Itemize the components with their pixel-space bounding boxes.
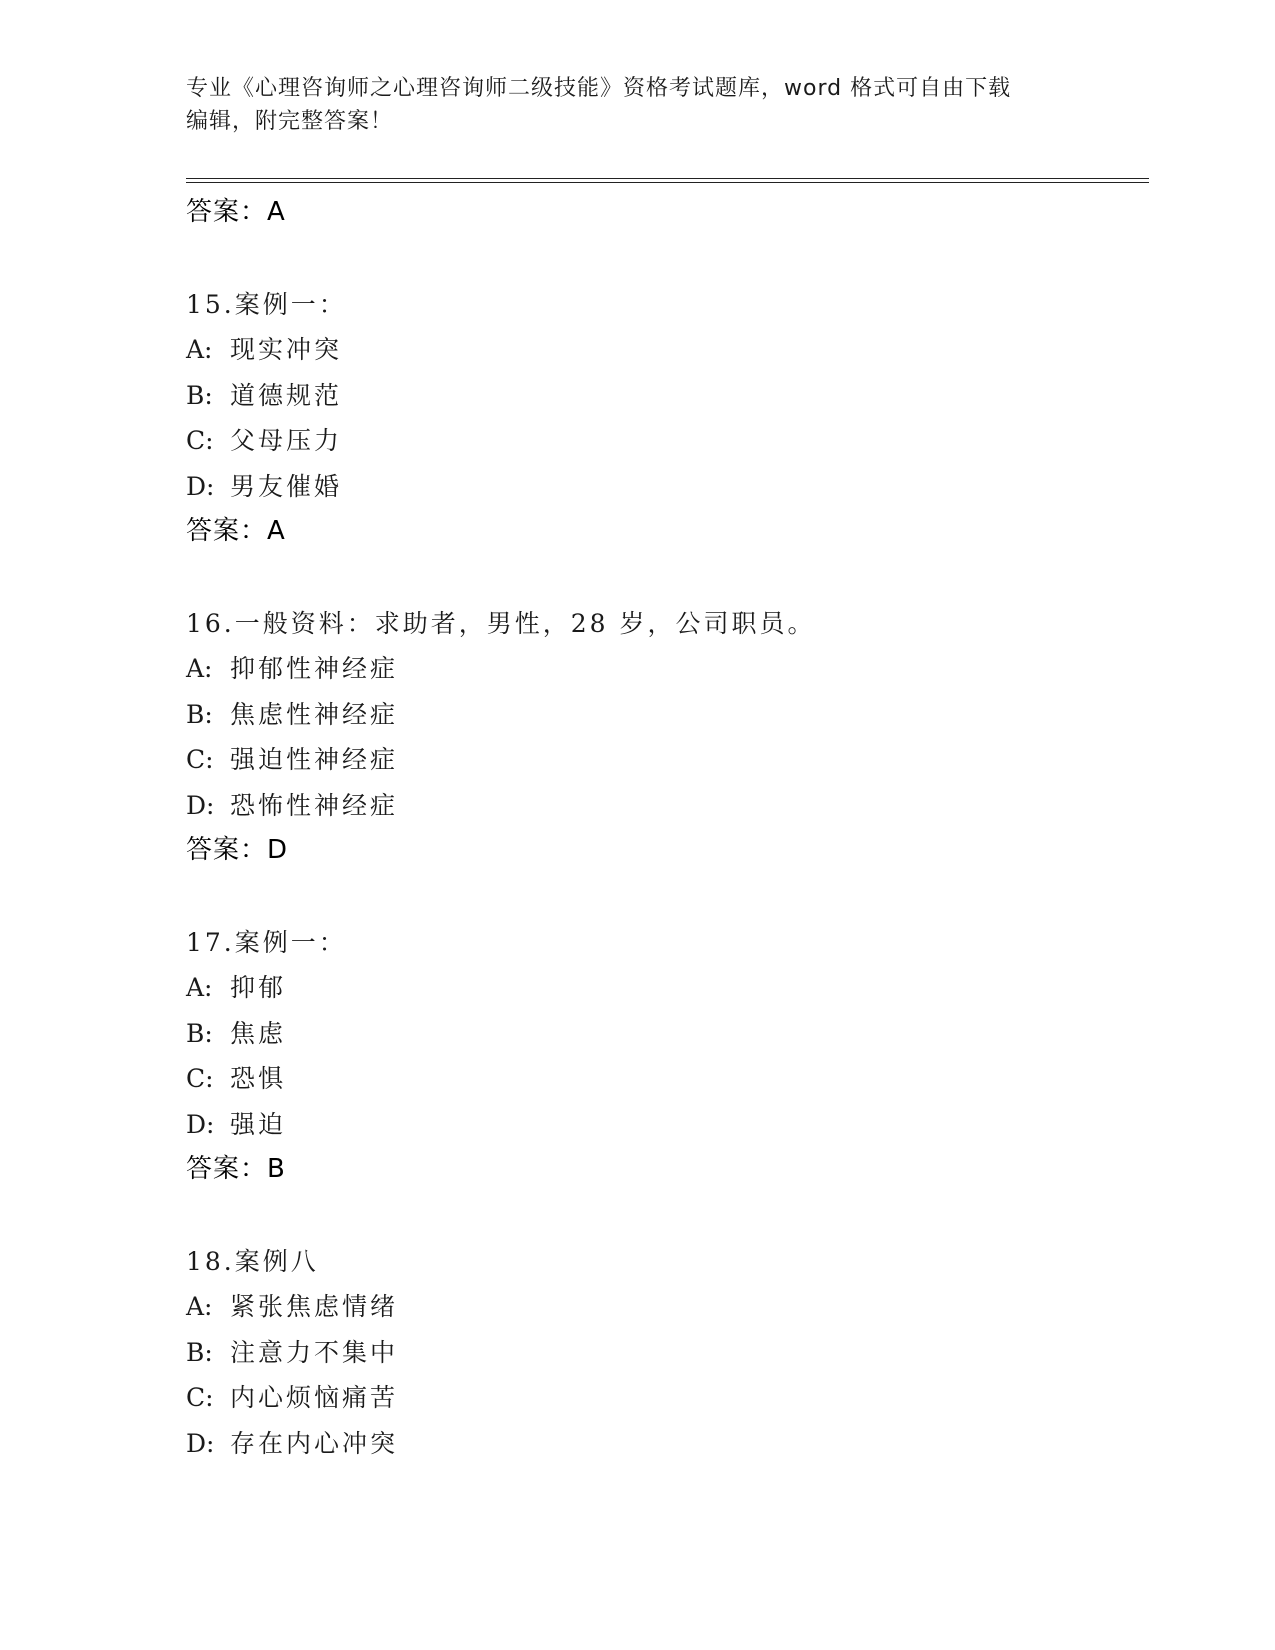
answer-label: 答案： bbox=[186, 516, 268, 546]
header-line-1: 专业《心理咨询师之心理咨询师二级技能》资格考试题库，word 格式可自由下载 bbox=[186, 76, 1012, 101]
option-text: 焦虑 bbox=[230, 1018, 287, 1048]
option-c bbox=[186, 1056, 1146, 1102]
answer-value: A bbox=[267, 197, 285, 227]
option-letter: B: bbox=[186, 1337, 213, 1367]
question-block bbox=[186, 920, 1146, 1193]
option-letter: A: bbox=[186, 973, 213, 1002]
option-text: 紧张焦虑情绪 bbox=[230, 1292, 399, 1321]
question-stem: 17.案例一： bbox=[186, 927, 347, 957]
option-b bbox=[186, 373, 1146, 419]
option-c bbox=[186, 737, 1146, 783]
option-letter: D: bbox=[186, 471, 215, 501]
option-text: 现实冲突 bbox=[230, 335, 343, 364]
header-line-2: 编辑，附完整答案！ bbox=[186, 109, 394, 134]
option-a bbox=[186, 327, 1146, 373]
option-d bbox=[186, 783, 1146, 829]
option-letter: D: bbox=[186, 790, 215, 820]
question-stem: 16.一般资料：求助者，男性，28 岁，公司职员。 bbox=[186, 608, 816, 638]
option-c bbox=[186, 1375, 1146, 1421]
answer-value: D bbox=[267, 835, 288, 865]
option-b bbox=[186, 692, 1146, 738]
option-text: 父母压力 bbox=[230, 426, 343, 455]
answer-label: 答案： bbox=[186, 835, 268, 865]
answer-label: 答案： bbox=[186, 197, 268, 227]
question-block bbox=[186, 1239, 1146, 1467]
option-a bbox=[186, 965, 1146, 1011]
option-letter: A: bbox=[186, 1292, 213, 1321]
question-block bbox=[186, 601, 1146, 874]
option-letter: A: bbox=[186, 335, 213, 364]
answer-line bbox=[186, 509, 1146, 555]
option-text: 抑郁 bbox=[230, 973, 287, 1002]
option-text: 男友催婚 bbox=[230, 471, 343, 501]
option-text: 抑郁性神经症 bbox=[230, 654, 399, 683]
option-d bbox=[186, 1102, 1146, 1148]
option-letter: A: bbox=[186, 654, 213, 683]
answer-line bbox=[186, 190, 1146, 236]
option-letter: B: bbox=[186, 1018, 213, 1048]
option-letter: D: bbox=[186, 1428, 215, 1458]
option-letter: D: bbox=[186, 1109, 215, 1139]
question-block bbox=[186, 282, 1146, 555]
option-text: 恐惧 bbox=[230, 1064, 287, 1093]
header-rule-top bbox=[186, 178, 1149, 179]
option-text: 恐怖性神经症 bbox=[230, 790, 399, 820]
option-b bbox=[186, 1011, 1146, 1057]
option-a bbox=[186, 1284, 1146, 1330]
option-text: 道德规范 bbox=[230, 380, 343, 410]
option-c bbox=[186, 418, 1146, 464]
option-letter: B: bbox=[186, 699, 213, 729]
answer-value: A bbox=[267, 516, 285, 546]
option-letter: C: bbox=[186, 1064, 214, 1093]
option-d bbox=[186, 464, 1146, 510]
option-d bbox=[186, 1421, 1146, 1467]
question-stem: 15.案例一： bbox=[186, 289, 347, 319]
question-stem: 18.案例八 bbox=[186, 1246, 319, 1276]
option-letter: C: bbox=[186, 1383, 214, 1412]
option-letter: C: bbox=[186, 426, 214, 455]
option-text: 强迫性神经症 bbox=[230, 745, 399, 774]
document-body bbox=[186, 190, 1146, 1466]
option-text: 焦虑性神经症 bbox=[230, 699, 399, 729]
answer-line bbox=[186, 828, 1146, 874]
document-header bbox=[186, 72, 1066, 138]
option-letter: C: bbox=[186, 745, 214, 774]
option-text: 内心烦恼痛苦 bbox=[230, 1383, 399, 1412]
option-a bbox=[186, 646, 1146, 692]
option-text: 强迫 bbox=[230, 1109, 287, 1139]
option-b bbox=[186, 1330, 1146, 1376]
option-letter: B: bbox=[186, 380, 213, 410]
option-text: 存在内心冲突 bbox=[230, 1428, 399, 1458]
answer-label: 答案： bbox=[186, 1154, 268, 1184]
header-rule-bottom bbox=[186, 182, 1149, 183]
answer-line bbox=[186, 1147, 1146, 1193]
option-text: 注意力不集中 bbox=[230, 1337, 399, 1367]
answer-value: B bbox=[267, 1154, 285, 1184]
